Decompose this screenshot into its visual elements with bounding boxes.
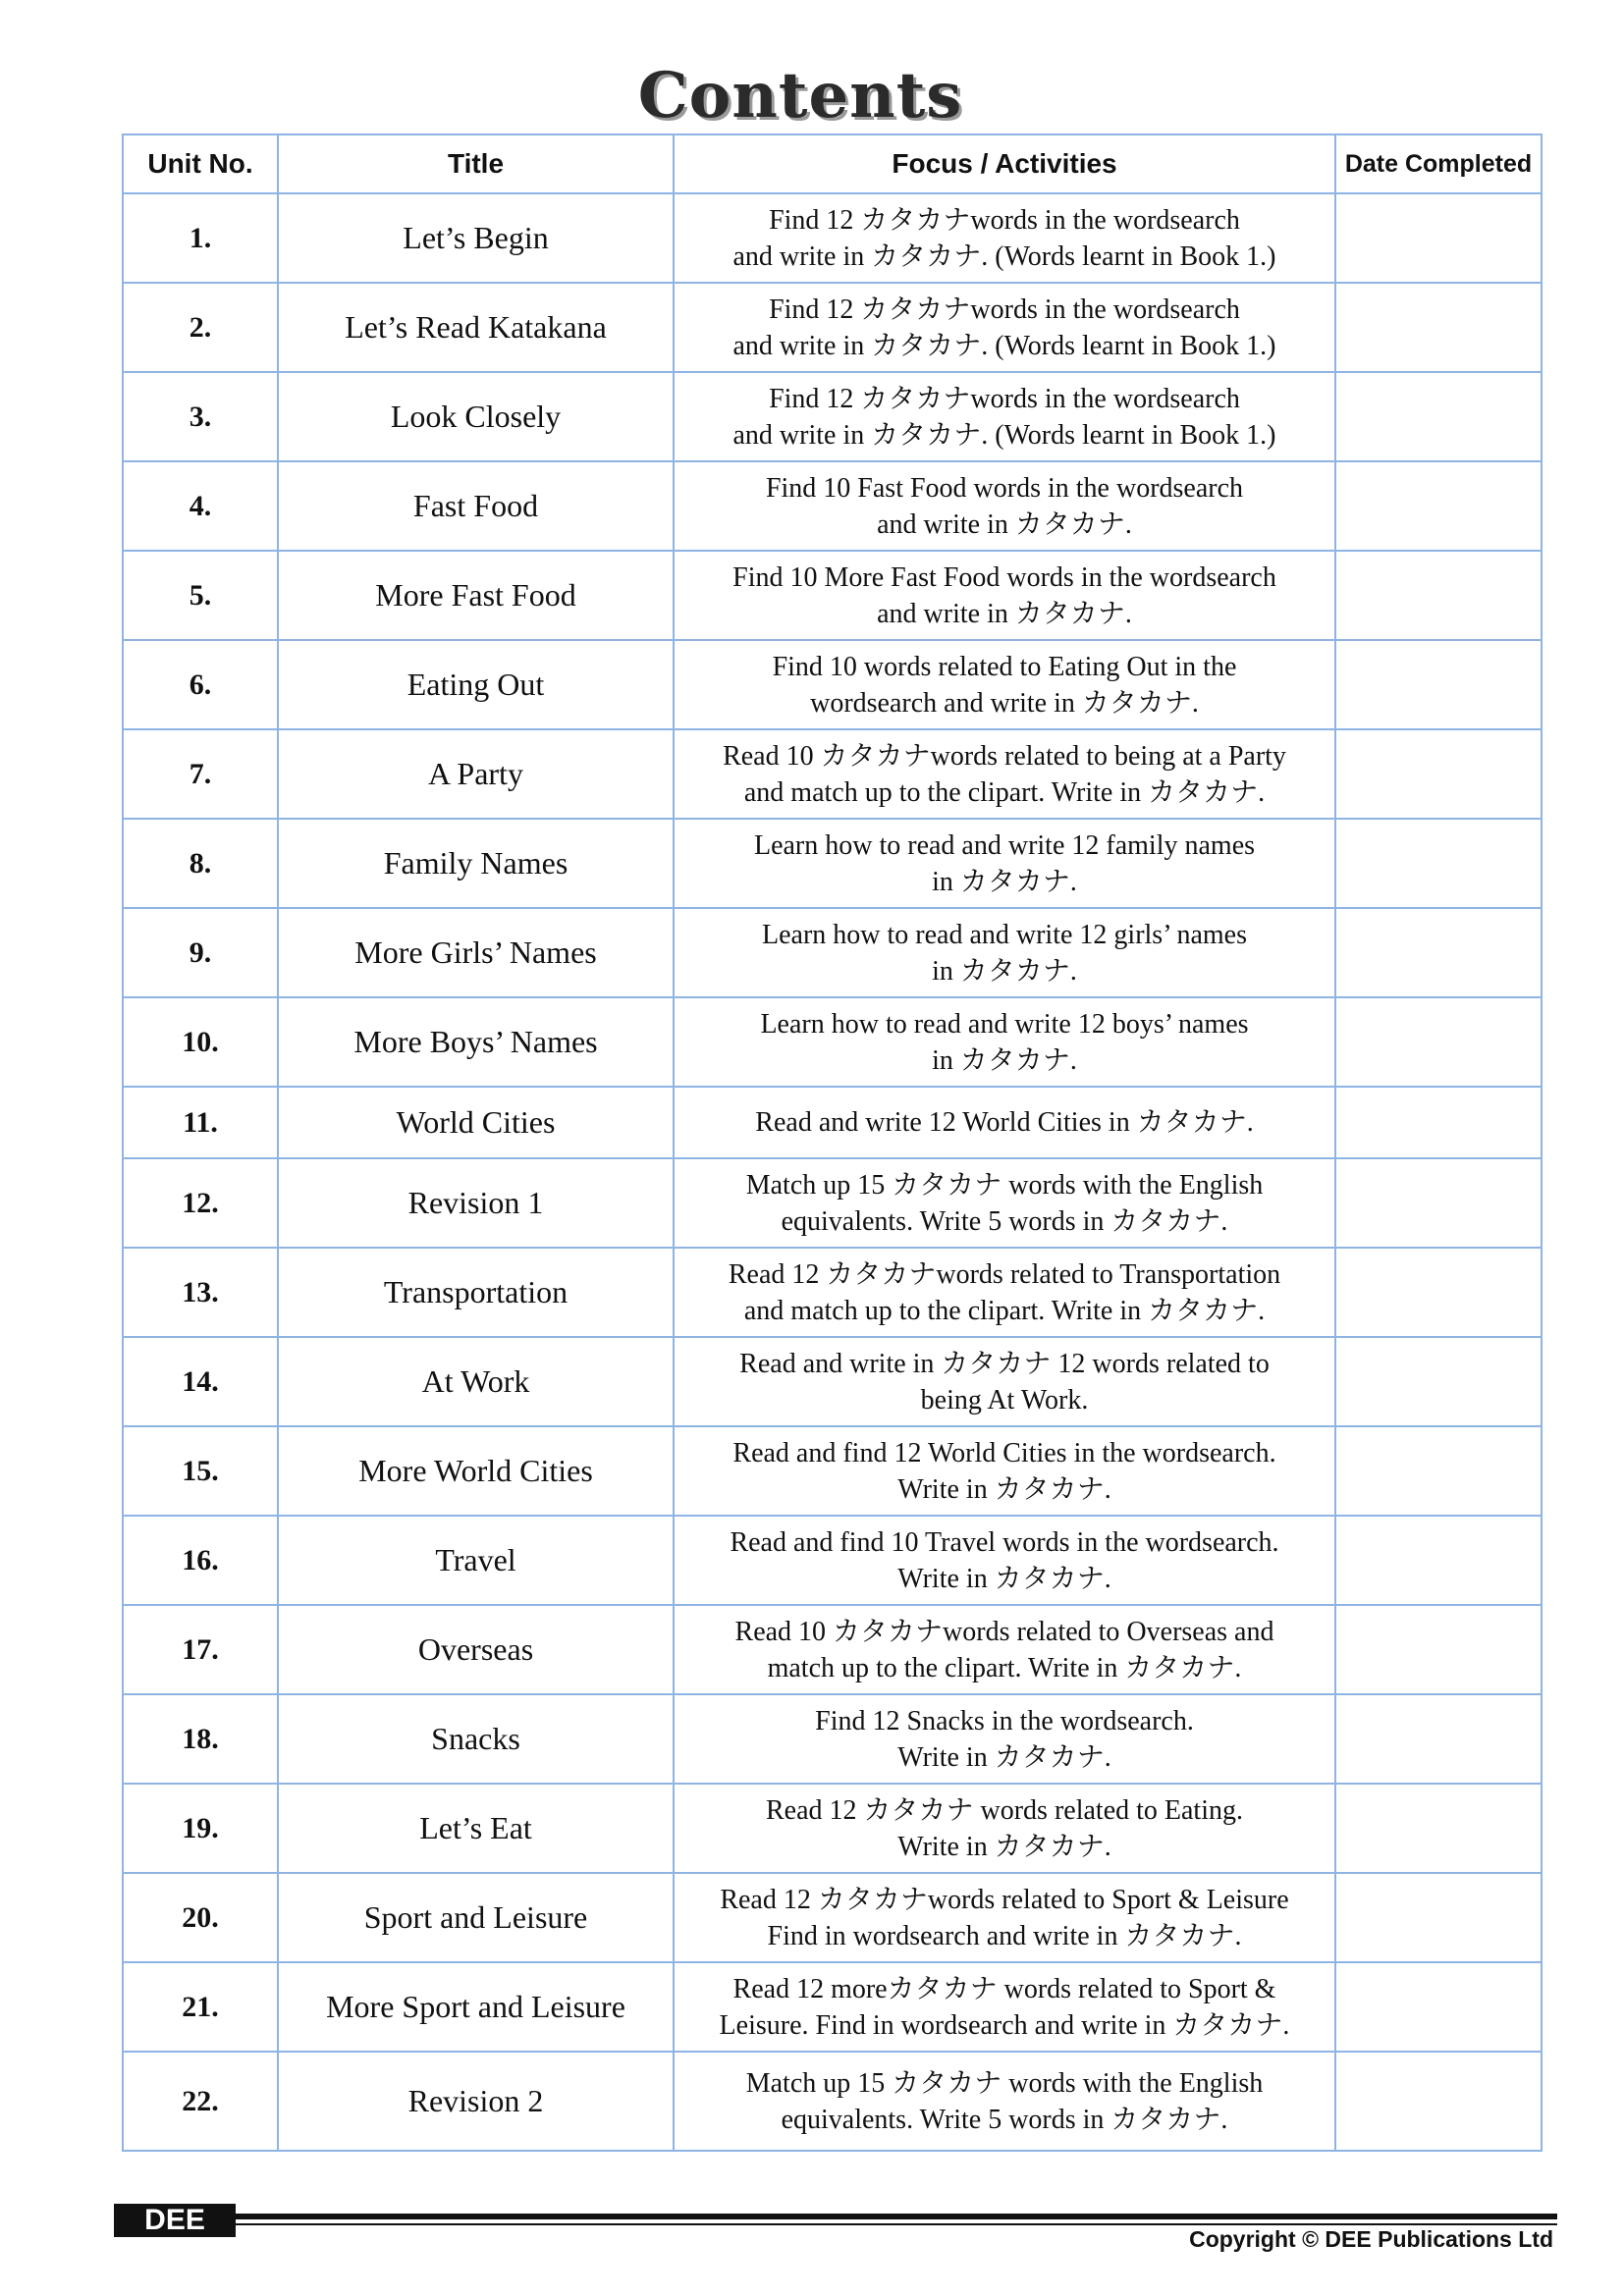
table-row (123, 372, 1542, 461)
date-completed-cell[interactable] (1335, 1873, 1542, 1962)
focus-line-2: wordsearch and write in カタカナ. (810, 687, 1199, 719)
unit-title: Transportation (278, 1248, 674, 1337)
unit-focus (674, 1605, 1335, 1694)
focus-line-1: Learn how to read and write 12 boys’ names (760, 1008, 1249, 1040)
table-row (123, 1873, 1542, 1962)
unit-focus (674, 819, 1335, 908)
unit-focus (674, 1158, 1335, 1248)
focus-line-1: Find 12 カタカナwords in the wordsearch (769, 204, 1240, 236)
focus-line-2: Leisure. Find in wordsearch and write in カタカナ. (719, 2009, 1290, 2041)
focus-line-2: equivalents. Write 5 words in カタカナ. (781, 2104, 1228, 2135)
unit-title: Let’s Begin (278, 193, 674, 283)
date-completed-cell[interactable] (1335, 997, 1542, 1087)
unit-focus (674, 1784, 1335, 1873)
table-row (123, 1962, 1542, 2052)
date-completed-cell[interactable] (1335, 1516, 1542, 1605)
unit-title: More Boys’ Names (278, 997, 674, 1087)
focus-line-2: and write in カタカナ. (877, 598, 1132, 629)
unit-number: 13. (123, 1248, 278, 1337)
focus-line-2: being At Work. (920, 1384, 1089, 1415)
footer-rule-thin (236, 2223, 1557, 2225)
focus-line-2: in カタカナ. (932, 1044, 1077, 1076)
table-row (123, 1248, 1542, 1337)
focus-line-1: Read and find 12 World Cities in the wordsearch. (732, 1437, 1276, 1468)
focus-line-2: Write in カタカナ. (897, 1741, 1111, 1773)
unit-title: Travel (278, 1516, 674, 1605)
table-row (123, 1426, 1542, 1516)
header-unit: Unit No. (123, 134, 278, 193)
date-completed-cell[interactable] (1335, 461, 1542, 551)
date-completed-cell[interactable] (1335, 729, 1542, 819)
unit-title: More Fast Food (278, 551, 674, 640)
focus-line-2: and write in カタカナ. (Words learnt in Book 1.) (732, 330, 1276, 361)
focus-line-1: Find 10 More Fast Food words in the wordsearch (732, 561, 1276, 593)
date-completed-cell[interactable] (1335, 640, 1542, 729)
focus-line-2: equivalents. Write 5 words in カタカナ. (781, 1205, 1228, 1237)
unit-focus (674, 997, 1335, 1087)
unit-number: 3. (123, 372, 278, 461)
date-completed-cell[interactable] (1335, 372, 1542, 461)
date-completed-cell[interactable] (1335, 2052, 1542, 2151)
focus-line-1: Find 10 words related to Eating Out in the (772, 651, 1237, 682)
unit-focus (674, 2052, 1335, 2151)
unit-number: 15. (123, 1426, 278, 1516)
unit-number: 16. (123, 1516, 278, 1605)
focus-line-2: and match up to the clipart. Write in カタカナ. (743, 776, 1266, 808)
unit-focus (674, 193, 1335, 283)
date-completed-cell[interactable] (1335, 1337, 1542, 1426)
focus-line-1: Read and write in カタカナ 12 words related to (739, 1348, 1270, 1379)
unit-title: World Cities (278, 1087, 674, 1158)
date-completed-cell[interactable] (1335, 908, 1542, 997)
date-completed-cell[interactable] (1335, 1248, 1542, 1337)
unit-number: 4. (123, 461, 278, 551)
header-focus: Focus / Activities (674, 134, 1335, 193)
page-title: Contents (637, 59, 963, 133)
unit-number: 12. (123, 1158, 278, 1248)
unit-title: Snacks (278, 1694, 674, 1784)
unit-focus (674, 729, 1335, 819)
unit-focus (674, 640, 1335, 729)
unit-number: 8. (123, 819, 278, 908)
table-row (123, 551, 1542, 640)
focus-line-1: Learn how to read and write 12 girls’ names (762, 919, 1247, 950)
focus-line-1: Read 10 カタカナwords related to being at a Party (723, 740, 1286, 772)
focus-line-1: Learn how to read and write 12 family names (753, 829, 1256, 861)
focus-line-2: in カタカナ. (932, 955, 1077, 987)
table-row (123, 997, 1542, 1087)
unit-title: More Girls’ Names (278, 908, 674, 997)
unit-title: Revision 1 (278, 1158, 674, 1248)
table-row (123, 1605, 1542, 1694)
unit-title: Revision 2 (278, 2052, 674, 2151)
header-row (123, 134, 1542, 193)
focus-line-2: and write in カタカナ. (Words learnt in Book 1.) (732, 240, 1276, 272)
focus-line-1: Read 10 カタカナwords related to Overseas and (734, 1616, 1274, 1647)
unit-number: 10. (123, 997, 278, 1087)
unit-focus (674, 551, 1335, 640)
unit-title: A Party (278, 729, 674, 819)
unit-number: 9. (123, 908, 278, 997)
date-completed-cell[interactable] (1335, 1962, 1542, 2052)
date-completed-cell[interactable] (1335, 1158, 1542, 1248)
unit-number: 11. (123, 1087, 278, 1158)
unit-title: Family Names (278, 819, 674, 908)
dee-logo: DEE (114, 2204, 236, 2237)
unit-number: 1. (123, 193, 278, 283)
unit-number: 22. (123, 2052, 278, 2151)
unit-number: 2. (123, 283, 278, 372)
table-row (123, 283, 1542, 372)
date-completed-cell[interactable] (1335, 1694, 1542, 1784)
table-row (123, 2052, 1542, 2151)
unit-focus (674, 1248, 1335, 1337)
date-completed-cell[interactable] (1335, 819, 1542, 908)
focus-line-1: Find 12 Snacks in the wordsearch. (815, 1705, 1194, 1736)
unit-focus (674, 1962, 1335, 2052)
table-row (123, 461, 1542, 551)
focus-line-1: Read and write 12 World Cities in カタカナ. (755, 1107, 1254, 1138)
date-completed-cell[interactable] (1335, 193, 1542, 283)
date-completed-cell[interactable] (1335, 551, 1542, 640)
table-row (123, 1337, 1542, 1426)
focus-line-2: Write in カタカナ. (897, 1831, 1111, 1862)
date-completed-cell[interactable] (1335, 1784, 1542, 1873)
unit-title: Eating Out (278, 640, 674, 729)
table-row (123, 640, 1542, 729)
footer-rule-thick (236, 2214, 1557, 2219)
table-row (123, 1087, 1542, 1158)
focus-line-2: Find in wordsearch and write in カタカナ. (767, 1920, 1242, 1951)
unit-number: 21. (123, 1962, 278, 2052)
focus-line-1: Find 10 Fast Food words in the wordsearch (765, 472, 1244, 504)
unit-focus (674, 1087, 1335, 1158)
unit-number: 14. (123, 1337, 278, 1426)
unit-number: 18. (123, 1694, 278, 1784)
focus-line-2: and match up to the clipart. Write in カタカナ. (743, 1295, 1266, 1326)
focus-line-2: match up to the clipart. Write in カタカナ. (767, 1652, 1242, 1683)
focus-line-1: Read 12 カタカナ words related to Eating. (765, 1794, 1243, 1826)
header-title: Title (278, 134, 674, 193)
table-row (123, 1694, 1542, 1784)
unit-title: Look Closely (278, 372, 674, 461)
header-date: Date Completed (1335, 134, 1542, 193)
focus-line-2: and write in カタカナ. (877, 508, 1132, 540)
table-row (123, 908, 1542, 997)
unit-number: 5. (123, 551, 278, 640)
unit-title: Let’s Read Katakana (278, 283, 674, 372)
focus-line-1: Match up 15 カタカナ words with the English (745, 2067, 1264, 2099)
focus-line-1: Match up 15 カタカナ words with the English (745, 1169, 1264, 1201)
date-completed-cell[interactable] (1335, 1426, 1542, 1516)
table-row (123, 193, 1542, 283)
focus-line-2: and write in カタカナ. (Words learnt in Book 1.) (732, 419, 1276, 451)
focus-line-1: Read 12 カタカナwords related to Transportation (728, 1258, 1281, 1290)
focus-line-2: in カタカナ. (932, 866, 1077, 897)
unit-title: More Sport and Leisure (278, 1962, 674, 2052)
unit-number: 17. (123, 1605, 278, 1694)
unit-number: 20. (123, 1873, 278, 1962)
unit-title: Sport and Leisure (278, 1873, 674, 1962)
focus-line-1: Read and find 10 Travel words in the wordsearch. (730, 1526, 1279, 1558)
date-completed-cell[interactable] (1335, 1087, 1542, 1158)
unit-title: Let’s Eat (278, 1784, 674, 1873)
table-row (123, 819, 1542, 908)
unit-title: More World Cities (278, 1426, 674, 1516)
unit-focus (674, 1426, 1335, 1516)
unit-number: 6. (123, 640, 278, 729)
focus-line-2: Write in カタカナ. (897, 1563, 1111, 1594)
date-completed-cell[interactable] (1335, 283, 1542, 372)
copyright-notice: Copyright © DEE Publications Ltd (1189, 2226, 1553, 2252)
unit-title: At Work (278, 1337, 674, 1426)
date-completed-cell[interactable] (1335, 1605, 1542, 1694)
table-row (123, 729, 1542, 819)
unit-focus (674, 908, 1335, 997)
table-row (123, 1784, 1542, 1873)
contents-table (122, 133, 1543, 2152)
unit-focus (674, 461, 1335, 551)
focus-line-1: Find 12 カタカナwords in the wordsearch (769, 383, 1240, 414)
focus-line-1: Read 12 カタカナwords related to Sport & Leisure (720, 1884, 1289, 1915)
unit-focus (674, 1873, 1335, 1962)
unit-number: 7. (123, 729, 278, 819)
unit-focus (674, 1694, 1335, 1784)
unit-focus (674, 1516, 1335, 1605)
focus-line-1: Find 12 カタカナwords in the wordsearch (769, 294, 1240, 325)
unit-title: Overseas (278, 1605, 674, 1694)
unit-focus (674, 283, 1335, 372)
focus-line-2: Write in カタカナ. (897, 1473, 1111, 1505)
table-row (123, 1158, 1542, 1248)
focus-line-1: Read 12 moreカタカナ words related to Sport & (732, 1973, 1276, 2004)
unit-focus (674, 1337, 1335, 1426)
table-row (123, 1516, 1542, 1605)
unit-title: Fast Food (278, 461, 674, 551)
unit-focus (674, 372, 1335, 461)
unit-number: 19. (123, 1784, 278, 1873)
